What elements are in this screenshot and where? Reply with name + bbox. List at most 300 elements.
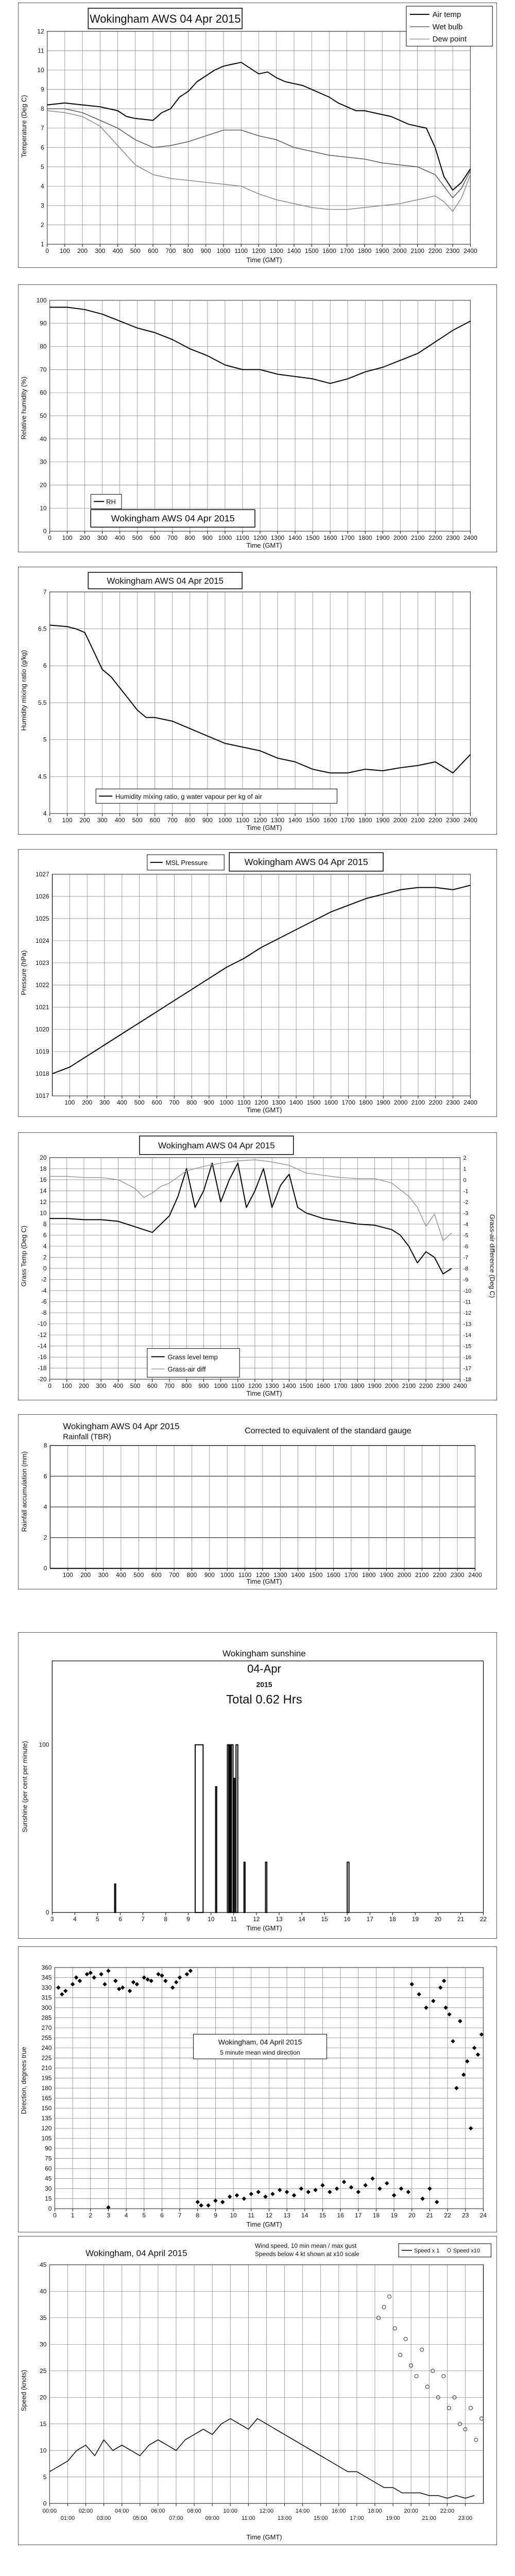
y-tick-label: -14 <box>38 1342 47 1350</box>
y-tick-label: 6 <box>43 662 47 670</box>
sunshine-chart <box>19 1633 496 1938</box>
chart-note: Corrected to equivalent of the standard gauge <box>245 1426 411 1435</box>
y2-tick-label: -18 <box>463 1377 472 1383</box>
y-tick-label: -6 <box>41 1298 47 1306</box>
mixing-ratio-chart-panel <box>18 567 497 835</box>
x-tick-label: 100 <box>64 1099 75 1107</box>
x-tick-label: 600 <box>147 1382 158 1390</box>
sunshine-bar <box>115 1884 116 1912</box>
y2-tick-label: -10 <box>463 1288 472 1295</box>
x-tick-label: 1400 <box>288 534 302 542</box>
y-tick-label: 360 <box>41 1963 52 1971</box>
x-tick-label: 04:00 <box>115 2508 129 2515</box>
x-tick-label: 2400 <box>464 534 477 542</box>
x-tick-label: 600 <box>151 1099 162 1107</box>
x-tick-label: 600 <box>149 534 160 542</box>
x-tick-label: 2400 <box>464 247 477 255</box>
y-tick-label: 8 <box>43 1442 47 1449</box>
x-tick-label: 900 <box>202 534 213 542</box>
x-tick-label: 2000 <box>393 817 407 824</box>
legend-label-rh: RH <box>106 498 116 506</box>
y-tick-label: -16 <box>38 1353 47 1361</box>
x-tick-label: 10 <box>208 1916 215 1923</box>
x-tick-label: 1700 <box>340 247 354 255</box>
sunshine-bar <box>216 1787 217 1912</box>
y-tick-label: 240 <box>41 2044 52 2052</box>
y-tick-label: 210 <box>41 2064 52 2072</box>
x-tick-label: 19 <box>411 1916 419 1923</box>
x-tick-label: 2100 <box>410 247 424 255</box>
x-tick-label: 18 <box>389 1916 396 1923</box>
chart-subtitle: Rainfall (TBR) <box>63 1433 111 1442</box>
x-tick-label: 22 <box>479 1916 487 1923</box>
y-tick-label: 1018 <box>35 1070 49 1078</box>
sunshine-bar <box>230 1745 231 1913</box>
temperature-chart <box>19 3 496 267</box>
x-tick-label: 300 <box>96 1382 107 1390</box>
x-tick-label: 00:00 <box>42 2508 57 2515</box>
y-tick-label: 225 <box>41 2054 52 2062</box>
y2-tick-label: -7 <box>463 1255 469 1261</box>
x-tick-label: 08:00 <box>187 2508 201 2515</box>
x-tick-label: 12:00 <box>259 2508 274 2515</box>
y-tick-label: -12 <box>38 1331 47 1339</box>
x-tick-label: 2100 <box>411 534 425 542</box>
y-tick-label: 8 <box>43 1220 47 1228</box>
x-tick-label: 20 <box>434 1916 442 1923</box>
x-tick-label: 14:00 <box>295 2508 310 2515</box>
x-tick-label: 100 <box>61 1382 72 1390</box>
wind-speed-chart <box>19 2236 496 2545</box>
y-tick-label: 3 <box>40 201 44 209</box>
y-tick-label: 285 <box>41 2014 52 2022</box>
x-tick-label: 2000 <box>385 1382 399 1390</box>
y2-tick-label: -5 <box>463 1232 469 1239</box>
x-tick-label: 1100 <box>237 1099 251 1107</box>
x-tick-label: 1000 <box>218 817 232 824</box>
y-tick-label: 1024 <box>35 937 49 944</box>
x-tick-label: 1800 <box>362 1571 376 1579</box>
x-tick-label: 2200 <box>419 1382 433 1390</box>
x-tick-label: 200 <box>80 1571 91 1579</box>
x-tick-label: 9 <box>214 2212 217 2219</box>
x-tick-label: 1500 <box>304 247 319 255</box>
x-tick-label: 1400 <box>287 247 301 255</box>
chart-subtitle-1: Wind speed, 10 min mean / max gust <box>255 2242 357 2249</box>
y-tick-label: 90 <box>45 2145 52 2153</box>
x-tick-label: 2400 <box>468 1571 482 1579</box>
x-tick-label: 11 <box>248 2212 254 2219</box>
x-tick-label: 4 <box>124 2212 128 2219</box>
x-tick-label: 700 <box>167 817 178 824</box>
x-tick-label: 15 <box>319 2212 327 2219</box>
x-tick-label: 2400 <box>453 1382 467 1390</box>
x-tick-label: 400 <box>114 817 125 824</box>
x-tick-label: 8 <box>196 2212 200 2219</box>
y-tick-label: -2 <box>41 1276 47 1283</box>
y-axis-label: Grass Temp (Deg C) <box>20 1225 28 1287</box>
legend-label-wet-bulb: Wet bulb <box>432 22 463 31</box>
x-tick-label: 1300 <box>269 247 284 255</box>
x-tick-label: 6 <box>118 1916 122 1923</box>
x-tick-label: 2000 <box>397 1571 411 1579</box>
y-tick-label: 100 <box>36 296 47 304</box>
x-tick-label: 1300 <box>270 534 285 542</box>
x-tick-label: 2000 <box>393 1099 408 1107</box>
x-tick-label: 1900 <box>380 1571 393 1579</box>
x-tick-label: 1100 <box>231 1382 245 1390</box>
y-tick-label: 6.5 <box>38 625 47 633</box>
x-tick-label: 1100 <box>236 817 249 824</box>
sunshine-bar <box>236 1745 238 1913</box>
y-axis-label: Relative humidity (%) <box>20 376 28 440</box>
x-tick-label: 1600 <box>327 1571 340 1579</box>
x-tick-label: 1600 <box>322 247 336 255</box>
y2-tick-label: -6 <box>463 1243 469 1250</box>
y-tick-label: 1019 <box>35 1048 49 1056</box>
x-tick-label: 1500 <box>306 1099 321 1107</box>
y2-tick-label: -2 <box>463 1199 469 1206</box>
y-tick-label: 40 <box>40 435 47 443</box>
sunshine-bar <box>195 1745 203 1913</box>
y-tick-label: 5 <box>40 163 44 171</box>
y-tick-label: 60 <box>40 389 47 397</box>
y-axis-label: Humidity mixing ratio (g/kg) <box>20 650 28 731</box>
x-tick-label: 1100 <box>238 1571 252 1579</box>
legend-label-pressure: MSL Pressure <box>165 858 208 867</box>
x-tick-label: 700 <box>167 534 178 542</box>
y-tick-label: 12 <box>40 1198 47 1206</box>
x-tick-label: 2300 <box>446 534 460 542</box>
x-tick-label: 1 <box>71 2212 75 2219</box>
y2-tick-label: -17 <box>463 1365 472 1372</box>
y-tick-label: 7 <box>40 124 44 132</box>
y-tick-label: 0 <box>43 2500 47 2507</box>
x-tick-label: 1400 <box>289 1099 303 1107</box>
x-tick-label: 1000 <box>216 247 231 255</box>
x-tick-label: 800 <box>186 1099 197 1107</box>
y-tick-label: 4.5 <box>38 773 47 781</box>
x-tick-label: 2100 <box>415 1571 429 1579</box>
x-axis-label: Time (GMT) <box>246 541 282 550</box>
x-tick-label: 1000 <box>219 1099 234 1107</box>
x-tick-label: 1500 <box>299 1382 313 1390</box>
y-tick-label: 1020 <box>35 1026 49 1033</box>
x-tick-label: 2200 <box>428 1099 443 1107</box>
y-tick-label: 2 <box>43 1253 47 1261</box>
y-tick-label: 1025 <box>35 914 49 922</box>
x-tick-label: 900 <box>202 817 213 824</box>
y-tick-label: 315 <box>41 1994 52 2002</box>
x-tick-label: 17:00 <box>350 2515 364 2522</box>
sunshine-chart-panel <box>18 1632 497 1939</box>
x-tick-label: 1600 <box>316 1382 331 1390</box>
x-tick-label: 1200 <box>253 817 267 824</box>
wind-direction-chart-panel <box>18 1946 497 2232</box>
x-tick-label: 2100 <box>411 817 425 824</box>
y-tick-label: 15 <box>45 2195 52 2202</box>
x-tick-label: 4 <box>73 1916 77 1923</box>
x-tick-label: 900 <box>204 1099 214 1107</box>
sunshine-bar <box>234 1778 235 1912</box>
x-tick-label: 1200 <box>255 1571 270 1579</box>
x-tick-label: 400 <box>116 1099 127 1107</box>
x-tick-label: 1400 <box>291 1571 305 1579</box>
y-tick-label: 35 <box>40 2314 47 2321</box>
x-tick-label: 2300 <box>446 817 460 824</box>
chart-title: Wokingham, 04 April 2015 <box>85 2248 187 2258</box>
x-tick-label: 300 <box>99 1099 110 1107</box>
x-tick-label: 21 <box>426 2212 434 2219</box>
x-tick-label: 5 <box>96 1916 99 1923</box>
x-tick-label: 2300 <box>446 1099 460 1107</box>
pressure-chart-panel <box>18 849 497 1117</box>
y2-tick-label: 0 <box>463 1177 467 1183</box>
x-tick-label: 11:00 <box>242 2515 255 2522</box>
y2-tick-label: -3 <box>463 1210 469 1217</box>
x-tick-label: 14 <box>301 2212 308 2219</box>
x-tick-label: 2300 <box>445 247 460 255</box>
chart-title: Wokingham sunshine <box>222 1648 306 1658</box>
legend-label-air-temp: Air temp <box>432 10 461 19</box>
x-tick-label: 500 <box>130 1382 141 1390</box>
x-tick-label: 500 <box>134 1099 145 1107</box>
x-tick-label: 1300 <box>272 1099 286 1107</box>
y-axis-label: Direction, degrees true <box>20 2046 28 2114</box>
x-tick-label: 0 <box>45 247 49 255</box>
y-axis-label: Speed (knots) <box>20 2369 28 2412</box>
y-tick-label: 5.5 <box>38 699 47 706</box>
temperature-chart-panel <box>18 3 497 268</box>
legend-label-dew-point: Dew point <box>432 35 467 44</box>
x-tick-label: 1500 <box>305 817 320 824</box>
x-tick-label: 1600 <box>323 817 337 824</box>
x-tick-label: 1800 <box>359 1099 373 1107</box>
x-tick-label: 200 <box>79 1382 89 1390</box>
x-tick-label: 1200 <box>248 1382 262 1390</box>
sunshine-bar <box>244 1862 245 1912</box>
x-tick-label: 7 <box>141 1916 145 1923</box>
chart-date: 04-Apr <box>247 1662 281 1675</box>
y-tick-label: 4 <box>43 1242 47 1250</box>
x-tick-label: 13 <box>283 2212 290 2219</box>
y-tick-label: 10 <box>37 66 44 74</box>
x-tick-label: 22:00 <box>440 2508 455 2515</box>
y2-tick-label: -12 <box>463 1310 472 1317</box>
x-tick-label: 1600 <box>324 1099 338 1107</box>
x-tick-label: 16 <box>344 1916 351 1923</box>
x-axis-label: Time (GMT) <box>246 1578 282 1586</box>
y-tick-label: 1027 <box>35 870 49 878</box>
y2-tick-label: -1 <box>463 1188 469 1195</box>
x-tick-label: 700 <box>165 247 176 255</box>
x-tick-label: 1800 <box>350 1382 365 1390</box>
x-tick-label: 500 <box>132 817 143 824</box>
x-tick-label: 2300 <box>436 1382 450 1390</box>
x-tick-label: 06:00 <box>151 2508 165 2515</box>
y-tick-label: 40 <box>40 2287 47 2295</box>
y-tick-label: 1022 <box>35 981 49 989</box>
x-tick-label: 18:00 <box>368 2508 382 2515</box>
x-tick-label: 1100 <box>236 534 249 542</box>
x-tick-label: 20:00 <box>404 2508 418 2515</box>
rainfall-chart <box>19 1415 496 1589</box>
x-tick-label: 1300 <box>273 1571 287 1579</box>
x-tick-label: 01:00 <box>60 2515 75 2522</box>
x-axis-label: Time (GMT) <box>246 2533 282 2541</box>
y-tick-label: 5 <box>43 2473 47 2481</box>
x-tick-label: 400 <box>112 247 123 255</box>
x-tick-label: 2100 <box>402 1382 416 1390</box>
x-tick-label: 700 <box>169 1571 179 1579</box>
y-tick-label: 4 <box>40 182 44 190</box>
y-tick-label: 20 <box>40 2394 47 2401</box>
y-tick-label: -20 <box>38 1376 47 1383</box>
y-tick-label: 6 <box>43 1231 47 1239</box>
x-tick-label: 0 <box>48 1382 52 1390</box>
sunshine-bar <box>228 1745 229 1913</box>
chart-title: Wokingham AWS 04 Apr 2015 <box>63 1421 180 1431</box>
y2-tick-label: -15 <box>463 1343 472 1350</box>
grass-temp-chart-panel <box>18 1132 497 1400</box>
x-tick-label: 14 <box>298 1916 305 1923</box>
humidity-chart <box>19 285 496 552</box>
x-tick-label: 600 <box>148 247 159 255</box>
y-tick-label: 16 <box>40 1176 47 1183</box>
x-tick-label: 400 <box>114 534 125 542</box>
x-tick-label: 2100 <box>411 1099 425 1107</box>
y-tick-label: 60 <box>45 2165 52 2173</box>
x-tick-label: 24 <box>479 2212 487 2219</box>
x-tick-label: 02:00 <box>78 2508 93 2515</box>
x-tick-label: 1700 <box>333 1382 348 1390</box>
y-tick-label: 330 <box>41 1984 52 1991</box>
x-tick-label: 2000 <box>393 534 407 542</box>
y-tick-label: -10 <box>38 1320 47 1328</box>
x-tick-label: 1500 <box>305 534 320 542</box>
y2-tick-label: -9 <box>463 1277 469 1283</box>
chart-year: 2015 <box>256 1680 272 1689</box>
x-tick-label: 1800 <box>358 534 372 542</box>
x-tick-label: 100 <box>62 534 73 542</box>
x-tick-label: 1400 <box>282 1382 296 1390</box>
chart-title: Wokingham AWS 04 Apr 2015 <box>89 12 241 25</box>
x-tick-label: 15:00 <box>314 2515 328 2522</box>
y-tick-label: -4 <box>41 1287 47 1295</box>
x-tick-label: 20 <box>408 2212 416 2219</box>
x-tick-label: 900 <box>204 1571 215 1579</box>
y-tick-label: 1026 <box>35 892 49 900</box>
y-tick-label: 25 <box>40 2367 47 2375</box>
x-tick-label: 1700 <box>340 534 355 542</box>
legend-label-grass-diff: Grass-air diff <box>167 1365 206 1374</box>
x-axis-label: Time (GMT) <box>246 1106 282 1114</box>
x-tick-label: 800 <box>186 1571 197 1579</box>
x-axis-label: Time (GMT) <box>246 256 282 264</box>
x-tick-label: 23:00 <box>458 2515 473 2522</box>
y-tick-label: 90 <box>40 319 47 327</box>
y-axis-label: Pressure (hPa) <box>20 950 28 995</box>
x-tick-label: 21 <box>457 1916 465 1923</box>
y-tick-label: 7 <box>43 588 47 596</box>
y-tick-label: 300 <box>41 2004 52 2011</box>
x-tick-label: 1900 <box>375 534 390 542</box>
x-tick-label: 1200 <box>252 247 266 255</box>
x-tick-label: 200 <box>79 817 90 824</box>
y-tick-label: 30 <box>40 458 47 466</box>
x-tick-label: 03:00 <box>96 2515 111 2522</box>
x-tick-label: 100 <box>62 1571 73 1579</box>
x-tick-label: 22 <box>444 2212 451 2219</box>
y-tick-label: 30 <box>45 2185 52 2193</box>
x-tick-label: 700 <box>164 1382 175 1390</box>
y-tick-label: 150 <box>41 2105 52 2112</box>
x-tick-label: 13 <box>276 1916 283 1923</box>
x-tick-label: 0 <box>48 817 52 824</box>
y-tick-label: -18 <box>38 1364 47 1372</box>
x-tick-label: 300 <box>97 817 108 824</box>
y-tick-label: 12 <box>37 27 44 35</box>
y-tick-label: 15 <box>40 2420 47 2428</box>
y-tick-label: 14 <box>40 1187 47 1195</box>
y-tick-label: 8 <box>40 105 44 113</box>
x-tick-label: 300 <box>98 1571 109 1579</box>
y-tick-label: 9 <box>40 86 44 93</box>
y-tick-label: 4 <box>43 810 47 818</box>
legend-label-speed-x10: Speed x10 <box>453 2247 480 2254</box>
y-tick-label: -8 <box>41 1309 47 1317</box>
x-tick-label: 6 <box>160 2212 164 2219</box>
y-tick-label: 10 <box>40 2447 47 2454</box>
x-tick-label: 1200 <box>253 534 267 542</box>
y-tick-label: 1 <box>40 241 44 248</box>
y-tick-label: 270 <box>41 2024 52 2031</box>
x-tick-label: 300 <box>95 247 106 255</box>
x-tick-label: 7 <box>178 2212 182 2219</box>
y2-tick-label: -14 <box>463 1332 472 1339</box>
y-tick-label: 75 <box>45 2155 52 2162</box>
y-tick-label: 100 <box>39 1741 49 1749</box>
y-tick-label: 180 <box>41 2084 52 2092</box>
chart-subtitle-2: Speeds below 4 kt shown at x10 scale <box>255 2250 359 2258</box>
x-tick-label: 8 <box>164 1916 167 1923</box>
x-tick-label: 21:00 <box>422 2515 436 2522</box>
x-tick-label: 2000 <box>393 247 407 255</box>
x-tick-label: 1400 <box>288 817 302 824</box>
x-tick-label: 800 <box>181 1382 192 1390</box>
y-tick-label: 1021 <box>35 1004 49 1011</box>
x-tick-label: 1700 <box>341 1099 355 1107</box>
x-tick-label: 200 <box>77 247 88 255</box>
y-axis-label: Sunshine (per cent per minute) <box>21 1741 29 1833</box>
wind-speed-chart-panel <box>18 2236 497 2545</box>
x-tick-label: 23 <box>462 2212 469 2219</box>
chart-subtitle: 5 minute mean wind direction <box>220 2049 300 2057</box>
x-tick-label: 800 <box>183 247 194 255</box>
x-tick-label: 15 <box>321 1916 328 1923</box>
x-tick-label: 2400 <box>464 817 477 824</box>
y-tick-label: 1017 <box>35 1092 49 1100</box>
x-tick-label: 400 <box>115 1571 126 1579</box>
y-tick-label: 4 <box>43 1503 47 1511</box>
x-tick-label: 1900 <box>376 1099 390 1107</box>
x-tick-label: 10:00 <box>223 2508 237 2515</box>
y2-tick-label: -4 <box>463 1221 469 1228</box>
x-tick-label: 1000 <box>220 1571 234 1579</box>
y-tick-label: 6 <box>43 1472 47 1480</box>
y2-tick-label: -8 <box>463 1265 469 1272</box>
x-tick-label: 2200 <box>428 247 442 255</box>
